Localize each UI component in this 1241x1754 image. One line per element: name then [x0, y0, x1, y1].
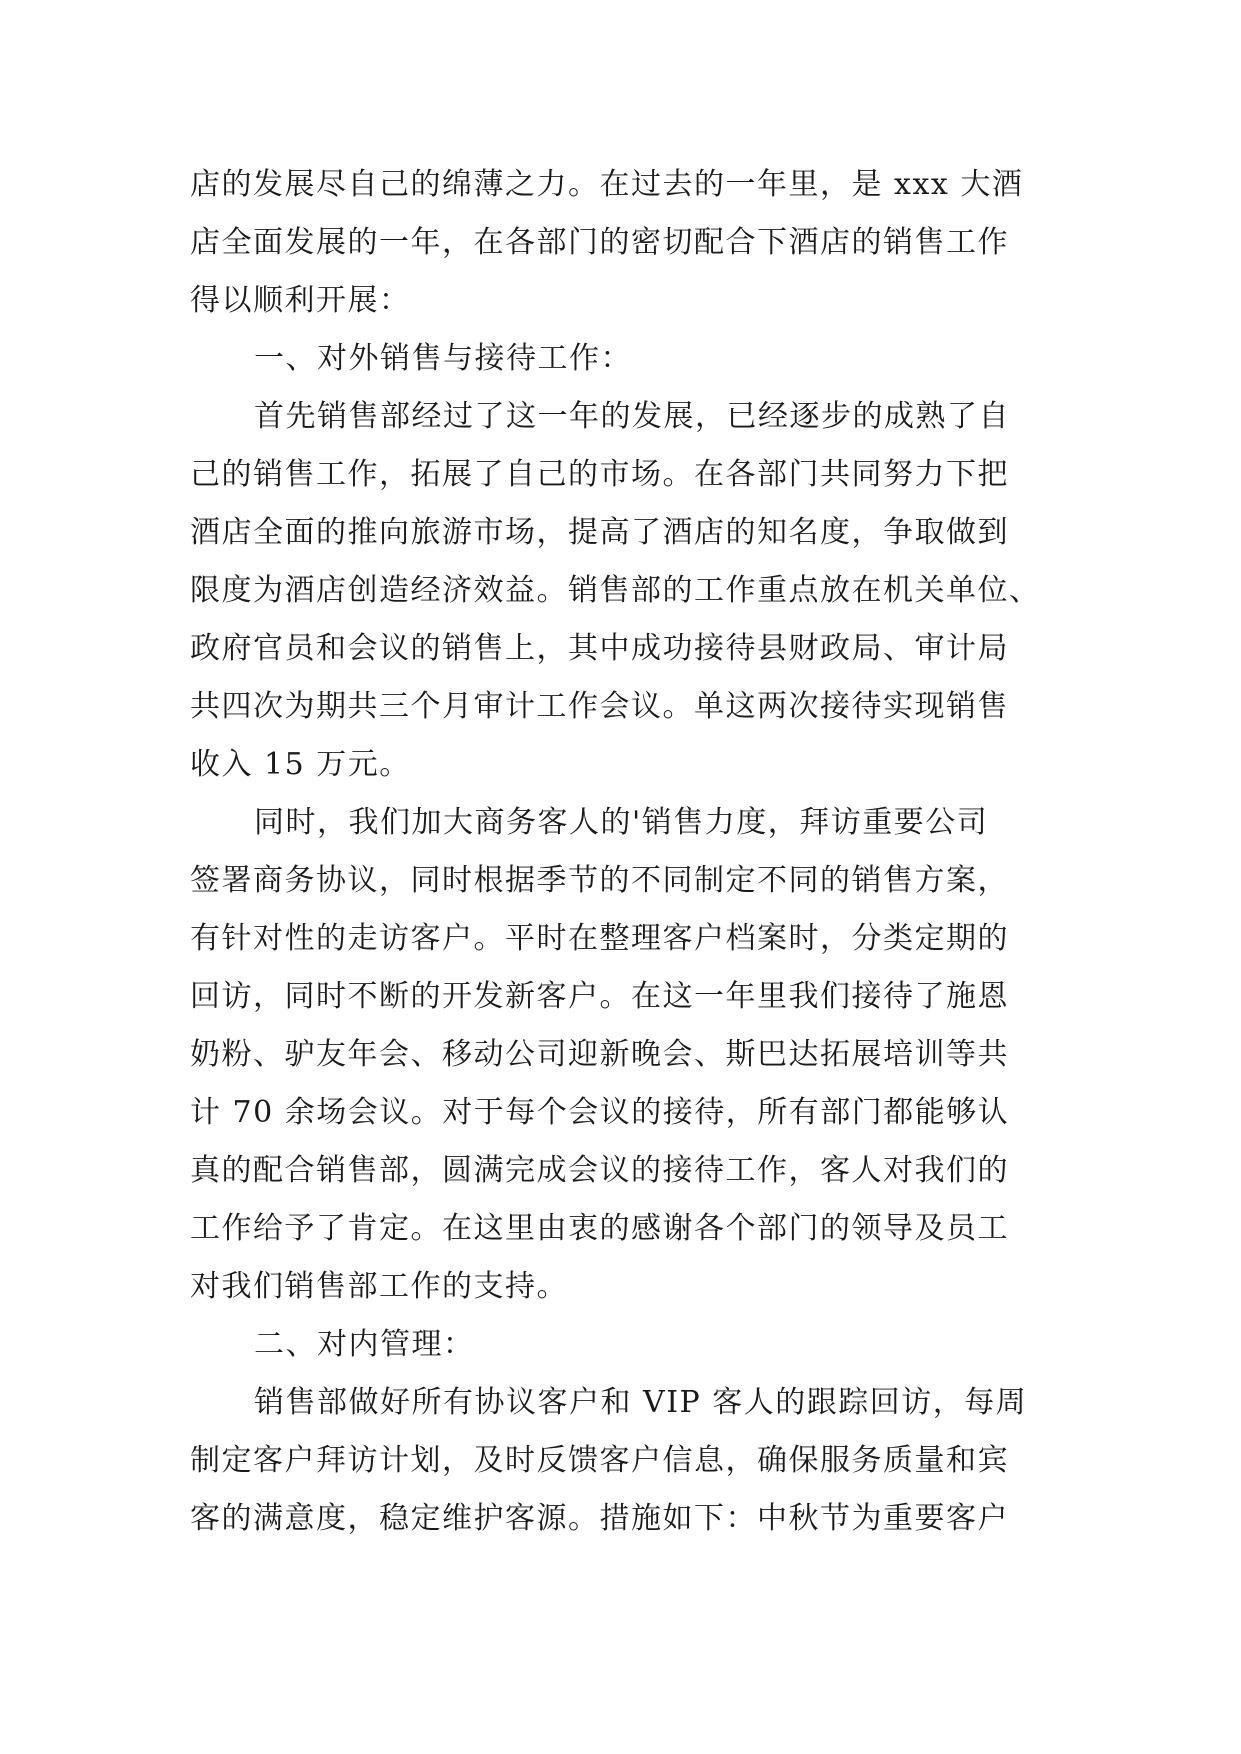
section-heading: 二、对内管理：: [254, 1327, 475, 1362]
text-line: 真的配合销售部，圆满完成会议的接待工作，客人对我们的: [190, 1153, 1009, 1188]
text-line: 限度为酒店创造经济效益。销售部的工作重点放在机关单位、: [190, 573, 1041, 608]
text-line: 得以顺利开展：: [190, 283, 411, 318]
paragraph-start: 首先销售部经过了这一年的发展，已经逐步的成熟了自: [254, 399, 1010, 434]
text-line: 制定客户拜访计划，及时反馈客户信息，确保服务质量和宾: [190, 1443, 1009, 1478]
text-line: 政府官员和会议的销售上，其中成功接待县财政局、审计局: [190, 631, 1009, 666]
text-line: 共四次为期共三个月审计工作会议。单这两次接待实现销售: [190, 689, 1009, 724]
section-heading: 一、对外销售与接待工作：: [254, 341, 632, 376]
text-line: 客的满意度，稳定维护客源。措施如下：中秋节为重要客户: [190, 1501, 1009, 1536]
text-line: 奶粉、驴友年会、移动公司迎新晚会、斯巴达拓展培训等共: [190, 1037, 1009, 1072]
paragraph-start: 同时，我们加大商务客人的'销售力度，拜访重要公司: [254, 805, 989, 840]
text-line: 店全面发展的一年，在各部门的密切配合下酒店的销售工作: [190, 225, 1009, 260]
paragraph-start: 销售部做好所有协议客户和 VIP 客人的跟踪回访，每周: [254, 1385, 1028, 1420]
text-line: 酒店全面的推向旅游市场，提高了酒店的知名度，争取做到: [190, 515, 1009, 550]
text-line: 有针对性的走访客户。平时在整理客户档案时，分类定期的: [190, 921, 1009, 956]
text-line: 签署商务协议，同时根据季节的不同制定不同的销售方案，: [190, 863, 1009, 898]
text-line: 回访，同时不断的开发新客户。在这一年里我们接待了施恩: [190, 979, 1009, 1014]
text-line: 店的发展尽自己的绵薄之力。在过去的一年里，是 xxx 大酒: [190, 167, 1024, 202]
text-line: 计 70 余场会议。对于每个会议的接待，所有部门都能够认: [190, 1095, 1010, 1130]
text-line: 工作给予了肯定。在这里由衷的感谢各个部门的领导及员工: [190, 1211, 1009, 1246]
text-line: 收入 15 万元。: [190, 747, 411, 782]
document-body: [190, 156, 1060, 1548]
text-line: 己的销售工作，拓展了自己的市场。在各部门共同努力下把: [190, 457, 1009, 492]
text-line: 对我们销售部工作的支持。: [190, 1269, 568, 1304]
